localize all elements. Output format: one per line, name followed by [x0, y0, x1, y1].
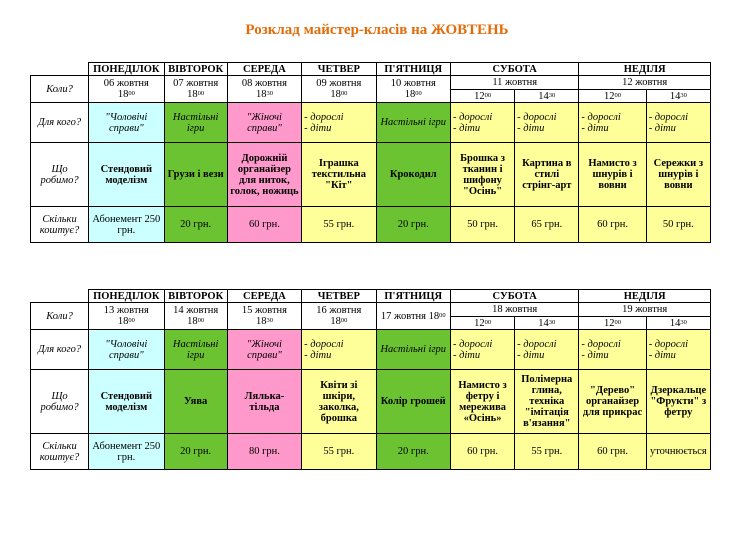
- when-row: [31, 303, 711, 317]
- day-header-friday: П'ЯТНИЦЯ: [376, 63, 450, 76]
- audience-cell-sunday-2: - дорослі - діти: [646, 103, 710, 143]
- date-cell-wednesday: 15 жовтня $18^{30}$: [227, 303, 301, 330]
- activity-cell-tuesday: Грузи і вези: [164, 143, 227, 207]
- price-cell-saturday-1: 60 грн.: [450, 434, 514, 470]
- cost-row: [31, 207, 711, 243]
- price-cell-monday: Абонемент 250 грн.: [89, 207, 164, 243]
- day-header-monday: ПОНЕДІЛОК: [89, 290, 164, 303]
- price-cell-thursday: 55 грн.: [302, 207, 376, 243]
- date-text: 17 жовтня: [380, 310, 426, 322]
- price-cell-sunday-1: 60 грн.: [579, 434, 646, 470]
- price-cell-sunday-2: 50 грн.: [646, 207, 710, 243]
- day-header-wednesday: СЕРЕДА: [227, 290, 301, 303]
- time-cell: $14^{30}$: [646, 90, 710, 103]
- activity-cell-saturday-1: Намисто з фетру і мережива «Осінь»: [450, 370, 514, 434]
- row-label-when: Коли?: [31, 76, 89, 103]
- activity-cell-friday: Колір грошей: [376, 370, 450, 434]
- activity-cell-sunday-1: Намисто з шнурів і вовни: [579, 143, 646, 207]
- day-header-wednesday: СЕРЕДА: [227, 63, 301, 76]
- audience-cell-tuesday: Настільні ігри: [164, 103, 227, 143]
- activity-cell-monday: Стендовий моделізм: [89, 370, 164, 434]
- price-cell-saturday-1: 50 грн.: [450, 207, 514, 243]
- when-row: [31, 76, 711, 90]
- price-cell-thursday: 55 грн.: [302, 434, 376, 470]
- cost-row: [31, 434, 711, 470]
- audience-cell-wednesday: "Жіночі справи": [227, 330, 301, 370]
- date-cell-saturday: 11 жовтня: [450, 76, 578, 90]
- date-cell-tuesday: 14 жовтня $18^{00}$: [164, 303, 227, 330]
- row-label-what: Що робимо?: [31, 143, 89, 207]
- audience-cell-saturday-1: - дорослі - діти: [450, 103, 514, 143]
- activity-cell-friday: Крокодил: [376, 143, 450, 207]
- audience-cell-friday: Настільні ігри: [376, 103, 450, 143]
- day-header-saturday: СУБОТА: [450, 290, 578, 303]
- date-cell-monday: 13 жовтня $18^{00}$: [89, 303, 164, 330]
- date-cell-friday: 10 жовтня $18^{00}$: [376, 76, 450, 103]
- audience-cell-monday: "Чоловічі справи": [89, 330, 164, 370]
- row-label-cost: Скільки коштує?: [31, 434, 89, 470]
- audience-cell-wednesday: "Жіночі справи": [227, 103, 301, 143]
- date-text: 16 жовтня: [316, 305, 362, 316]
- price-cell-friday: 20 грн.: [376, 434, 450, 470]
- day-header-row: [31, 63, 711, 76]
- what-row: [31, 143, 711, 207]
- audience-cell-saturday-1: - дорослі - діти: [450, 330, 514, 370]
- day-header-thursday: ЧЕТВЕР: [302, 63, 376, 76]
- activity-cell-sunday-2: Дзеркальце "Фрукти" з фетру: [646, 370, 710, 434]
- day-header-row: [31, 290, 711, 303]
- activity-cell-saturday-2: Полімерна глина, техніка "імітація в'язання": [515, 370, 579, 434]
- price-cell-tuesday: 20 грн.: [164, 434, 227, 470]
- time-cell: $14^{30}$: [646, 317, 710, 330]
- price-cell-sunday-1: 60 грн.: [579, 207, 646, 243]
- price-cell-sunday-2: уточнюється: [646, 434, 710, 470]
- date-cell-saturday: 18 жовтня: [450, 303, 578, 317]
- time-cell: $14^{30}$: [515, 317, 579, 330]
- time-cell: $12^{00}$: [579, 317, 646, 330]
- activity-cell-saturday-2: Картина в стилі стрінг-арт: [515, 143, 579, 207]
- time-cell: $14^{30}$: [515, 90, 579, 103]
- date-text: 15 жовтня: [241, 305, 287, 316]
- date-cell-friday: 17 жовтня $18^{00}$: [376, 303, 450, 330]
- day-header-saturday: СУБОТА: [450, 63, 578, 76]
- audience-cell-thursday: - дорослі - діти: [302, 103, 376, 143]
- activity-cell-thursday: Іграшка текстильна "Кіт": [302, 143, 376, 207]
- activity-cell-wednesday: Лялька-тільда: [227, 370, 301, 434]
- audience-cell-sunday-1: - дорослі - діти: [579, 103, 646, 143]
- price-cell-monday: Абонемент 250 грн.: [89, 434, 164, 470]
- day-header-tuesday: ВІВТОРОК: [164, 290, 227, 303]
- price-cell-tuesday: 20 грн.: [164, 207, 227, 243]
- price-cell-saturday-2: 65 грн.: [515, 207, 579, 243]
- day-header-monday: ПОНЕДІЛОК: [89, 63, 164, 76]
- date-cell-sunday: 19 жовтня: [579, 303, 711, 317]
- audience-cell-sunday-1: - дорослі - діти: [579, 330, 646, 370]
- audience-cell-saturday-2: - дорослі - діти: [515, 330, 579, 370]
- date-cell-thursday: 16 жовтня $18^{00}$: [302, 303, 376, 330]
- audience-cell-saturday-2: - дорослі - діти: [515, 103, 579, 143]
- row-label-when: Коли?: [31, 303, 89, 330]
- for-whom-row: [31, 330, 711, 370]
- day-header-tuesday: ВІВТОРОК: [164, 63, 227, 76]
- time-cell: $12^{00}$: [450, 317, 514, 330]
- time-cell: $12^{00}$: [579, 90, 646, 103]
- day-header-friday: П'ЯТНИЦЯ: [376, 290, 450, 303]
- activity-cell-monday: Стендовий моделізм: [89, 143, 164, 207]
- date-cell-sunday: 12 жовтня: [579, 76, 711, 90]
- activity-cell-wednesday: Дорожній органайзер для ниток, голок, ножиць: [227, 143, 301, 207]
- audience-cell-friday: Настільні ігри: [376, 330, 450, 370]
- activity-cell-thursday: Квіти зі шкіри, заколка, брошка: [302, 370, 376, 434]
- activity-cell-saturday-1: Брошка з тканин і шифону "Осінь": [450, 143, 514, 207]
- audience-cell-tuesday: Настільні ігри: [164, 330, 227, 370]
- day-header-sunday: НЕДІЛЯ: [579, 63, 711, 76]
- date-cell-monday: 06 жовтня $18^{00}$: [89, 76, 164, 103]
- schedule-table-week-2: [30, 289, 711, 470]
- date-text: 09 жовтня: [316, 78, 362, 89]
- schedule-table-week-1: [30, 62, 711, 243]
- activity-cell-sunday-1: "Дерево" органайзер для прикрас: [579, 370, 646, 434]
- price-cell-wednesday: 80 грн.: [227, 434, 301, 470]
- date-text: 10 жовтня: [390, 78, 436, 89]
- page-title: Розклад майстер-класів на ЖОВТЕНЬ: [245, 22, 509, 38]
- row-label-cost: Скільки коштує?: [31, 207, 89, 243]
- day-header-sunday: НЕДІЛЯ: [579, 290, 711, 303]
- date-text: 07 жовтня: [173, 78, 219, 89]
- date-text: 06 жовтня: [103, 78, 149, 89]
- date-cell-thursday: 09 жовтня $18^{00}$: [302, 76, 376, 103]
- price-cell-friday: 20 грн.: [376, 207, 450, 243]
- price-cell-saturday-2: 55 грн.: [515, 434, 579, 470]
- time-cell: $12^{00}$: [450, 90, 514, 103]
- row-label-for-whom: Для кого?: [31, 103, 89, 143]
- activity-cell-tuesday: Уява: [164, 370, 227, 434]
- what-row: [31, 370, 711, 434]
- activity-cell-sunday-2: Сережки з шнурів і вовни: [646, 143, 710, 207]
- for-whom-row: [31, 103, 711, 143]
- row-label-for-whom: Для кого?: [31, 330, 89, 370]
- audience-cell-sunday-2: - дорослі - діти: [646, 330, 710, 370]
- date-cell-wednesday: 08 жовтня $18^{30}$: [227, 76, 301, 103]
- date-text: 13 жовтня: [103, 305, 149, 316]
- price-cell-wednesday: 60 грн.: [227, 207, 301, 243]
- audience-cell-thursday: - дорослі - діти: [302, 330, 376, 370]
- day-header-thursday: ЧЕТВЕР: [302, 290, 376, 303]
- row-label-what: Що робимо?: [31, 370, 89, 434]
- audience-cell-monday: "Чоловічі справи": [89, 103, 164, 143]
- date-text: 08 жовтня: [241, 78, 287, 89]
- date-text: 14 жовтня: [173, 305, 219, 316]
- date-cell-tuesday: 07 жовтня $18^{00}$: [164, 76, 227, 103]
